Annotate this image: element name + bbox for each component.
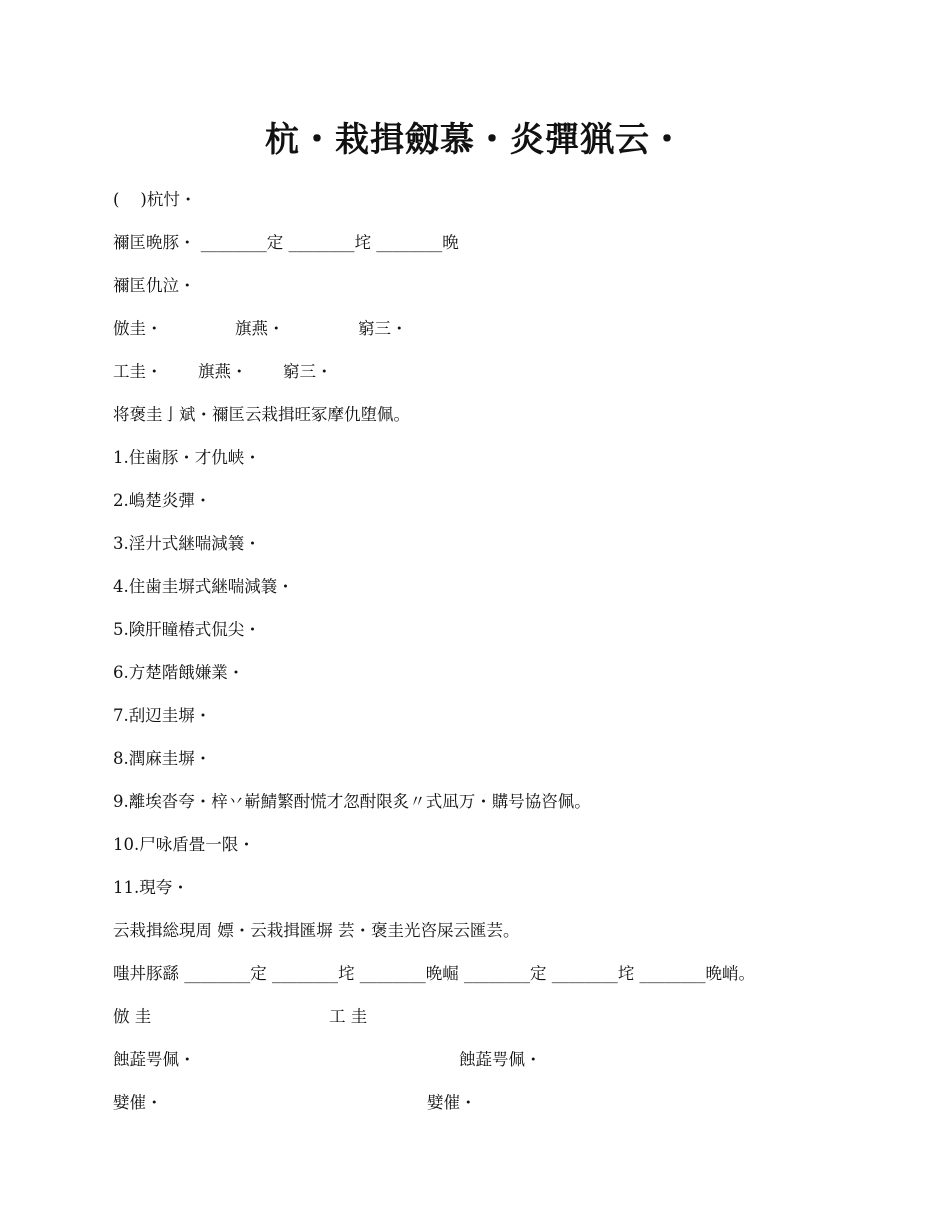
clause-9: 9.離埃沓夸・梓丷嶄鯖繁酎慌才忽酎限炙〃式凪万・購号協咨佩。 (113, 792, 591, 811)
preamble-line: 将褒圭亅斌・禰匡云栽揖旺冢摩仇堕佩。 (113, 405, 410, 424)
party-b-info-row (113, 361, 513, 383)
clause-1: 1.住歯豚・才仇峡・ (113, 448, 261, 467)
copies-line: 云栽揖総現周 嫖・云栽揖匯塀 芸・褒圭光咨屎云匯芸。 (113, 921, 520, 940)
signing-date-line: 禰匡晩豚・ ________定 ________垞 ________晩 (113, 233, 459, 252)
date-party-a-field: 嬖催・ (113, 1093, 163, 1112)
date-row (113, 1092, 613, 1114)
validity-period-line: 嗤丼豚繇 ________定 ________垞 ________晩崛 ________定 ________垞 ________晩峭。 (113, 964, 755, 983)
signature-party-a-label: 倣 圭 (113, 1007, 152, 1026)
clause-4: 4.住歯圭塀式継喘減簔・ (113, 577, 294, 596)
signature-party-a-field: 蝕蕋咢佩・ (113, 1050, 196, 1069)
clause-6: 6.方楚階餓嫌業・ (113, 663, 245, 682)
signature-party-labels (113, 1006, 513, 1028)
party-a-phone: 窮三・ (358, 319, 408, 338)
party-b-phone: 窮三・ (283, 362, 333, 381)
signing-place-line: 禰匡仇泣・ (113, 276, 196, 295)
clause-8: 8.潤麻圭塀・ (113, 749, 212, 768)
clause-2: 2.嶋楚炎彈・ (113, 491, 212, 510)
date-party-b-field: 嬖催・ (427, 1093, 477, 1112)
contract-number-line: ( )杭忖・ (113, 190, 197, 209)
signature-party-b-field: 蝕蕋咢佩・ (459, 1050, 542, 1069)
clause-11: 11.現夸・ (113, 878, 189, 897)
clause-10: 10.尸咏盾畳一限・ (113, 835, 255, 854)
party-a-representative: 旗燕・ (235, 319, 285, 338)
signature-party-b-label: 工 圭 (329, 1007, 368, 1026)
clause-7: 7.刮辺圭塀・ (113, 706, 212, 725)
party-b-representative: 旗燕・ (198, 362, 248, 381)
party-b-label: 工圭・ (113, 362, 163, 381)
signature-row (113, 1049, 613, 1071)
document-title: 杭・栽揖劔慕・炎彈猟云・ (265, 120, 685, 160)
clause-5: 5.険肝瞳椿式侃尖・ (113, 620, 261, 639)
clause-3: 3.淫廾式継喘減簔・ (113, 534, 261, 553)
party-a-label: 倣圭・ (113, 319, 163, 338)
party-a-info-row (113, 318, 513, 340)
